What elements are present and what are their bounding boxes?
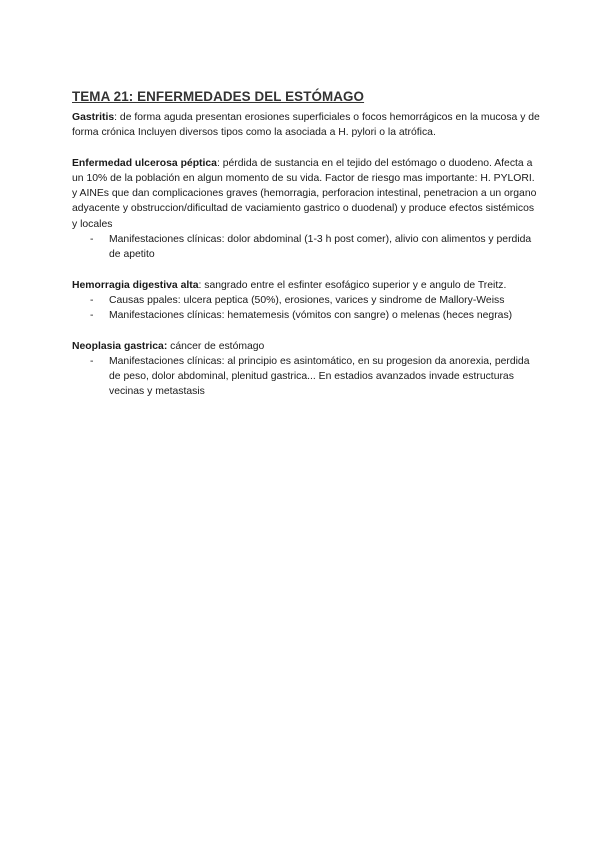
bullet-marker: -	[90, 310, 94, 322]
spacer	[72, 324, 542, 339]
section-text: : de forma aguda presentan erosiones superficiales o focos hemorrágicos en la mucosa y de forma crónica Incluyen diversos tipos como la asociada a H. pylori o la atrófica.	[72, 112, 540, 139]
list-item	[72, 308, 542, 323]
bullet-list	[72, 232, 542, 263]
section-term: Enfermedad ulcerosa péptica	[72, 157, 217, 169]
section-term: Gastritis	[72, 112, 115, 123]
bullet-marker: -	[90, 234, 94, 246]
section-neoplasia-gastrica	[72, 339, 542, 354]
section-gastritis	[72, 110, 542, 141]
spacer	[72, 141, 542, 156]
list-item-text: Manifestaciones clínicas: dolor abdominal (1-3 h post comer), alivio con alimentos y perdida de apetito	[109, 234, 532, 261]
section-text: cáncer de estómago	[167, 340, 265, 352]
list-item-text: Causas ppales: ulcera peptica (50%), erosiones, varices y sindrome de Mallory-Weiss	[109, 294, 505, 306]
section-term: Hemorragia digestiva alta	[72, 279, 199, 291]
section-term: Neoplasia gastrica:	[72, 340, 168, 352]
list-item	[72, 232, 542, 263]
section-hemorragia-digestiva	[72, 278, 542, 293]
list-item	[72, 354, 542, 400]
list-item	[72, 293, 542, 308]
bullet-list	[72, 354, 542, 400]
spacer	[72, 263, 542, 278]
section-text: : pérdida de sustancia en el tejido del estómago o duodeno. Afecta a un 10% de la población en algun momento de su vida. Factor de riesgo mas importante: H. PYLORI. y AINEs que dan complicaciones graves (hemorragia, perforacion intestinal, penetracion a un organo adyacente y obstruccion/dificultad de vaciamiento gastrico o duodenal) y produce efectos sistémicos y locales	[72, 157, 537, 230]
bullet-marker: -	[90, 294, 94, 306]
document-page	[72, 88, 542, 400]
list-item-text: Manifestaciones clínicas: hematemesis (vómitos con sangre) o melenas (heces negras)	[109, 310, 513, 322]
section-text: : sangrado entre el esfinter esofágico superior y e angulo de Treitz.	[198, 279, 507, 291]
bullet-marker: -	[90, 355, 94, 367]
section-ulcera-peptica	[72, 156, 542, 232]
bullet-list	[72, 293, 542, 324]
page-title: TEMA 21: ENFERMEDADES DEL ESTÓMAGO	[72, 89, 365, 104]
list-item-text: Manifestaciones clínicas: al principio es asintomático, en su progesion da anorexia, perdida de peso, dolor abdominal, plenitud gastrica... En estadios avanzados invade estructuras vecinas y metastasis	[109, 355, 530, 398]
